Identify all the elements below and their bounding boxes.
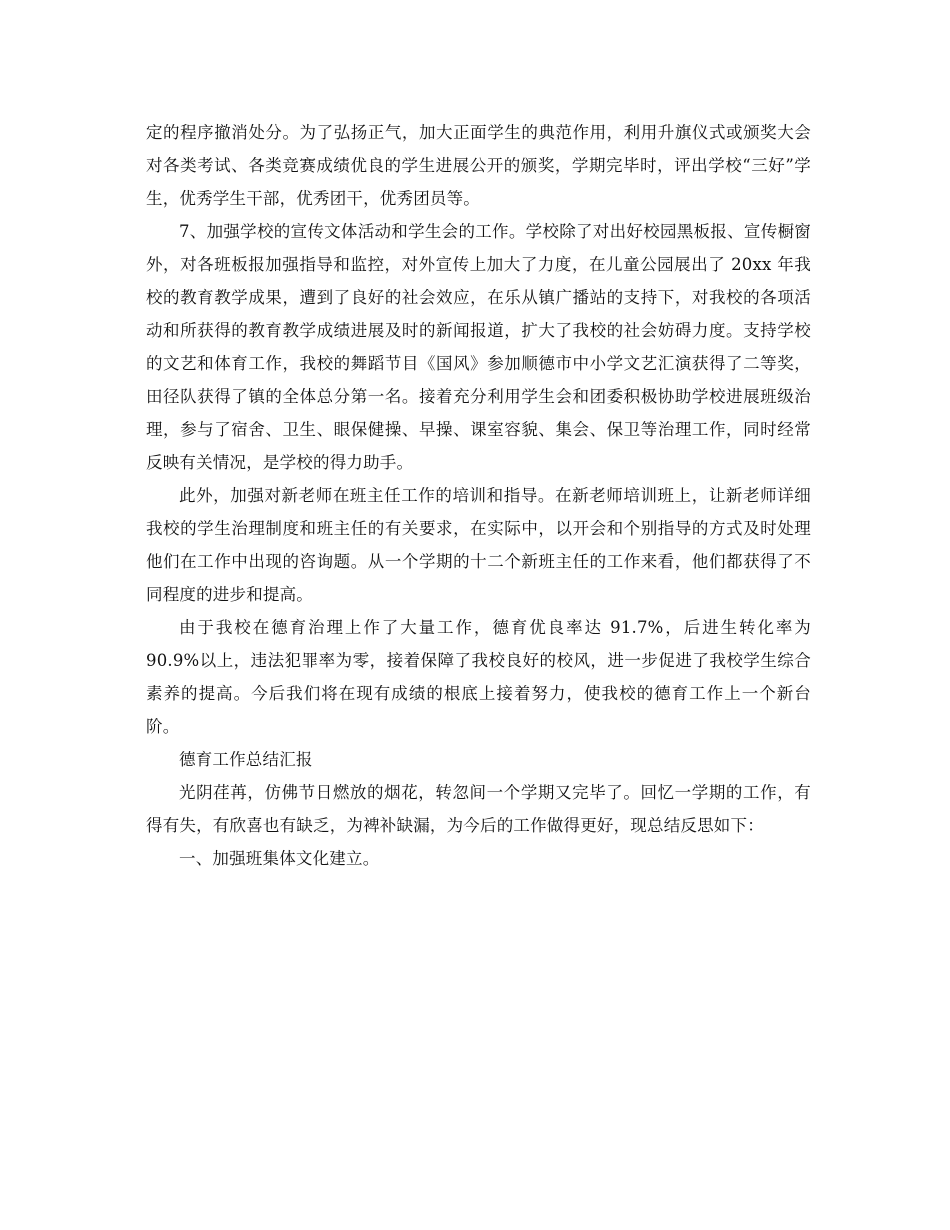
paragraph-award-procedure: 定的程序撤消处分。为了弘扬正气，加大正面学生的典范作用，利用升旗仪式或颁奖大会对各类考试、各类竞赛成绩优良的学生进展公开的颁奖，学期完毕时，评出学校“三好”学生，优秀学生干部，优秀团干，优秀团员等。 — [146, 123, 811, 208]
paragraph-publicity-and-student-union: 7、加强学校的宣传文体活动和学生会的工作。学校除了对出好校园黑板报、宣传橱窗外，对各班板报加强指导和监控，对外宣传上加大了力度，在儿童公园展出了 20xx 年我校的教育教学成果，遭到了良好的社会效应，在乐从镇广播站的支持下，对我校的各项活动和所获得的教育教学成绩进展及时的新闻报道，扩大了我校的社会妨碍力度。支持学校的文艺和体育工作，我校的舞蹈节目《国风》参加顺德市中小学文艺汇演获得了二等奖，田径队获得了镇的全体总分第一名。接着充分利用学生会和团委积极协助学校进展班级治理，参与了宿舍、卫生、眼保健操、早操、课室容貌、集会、保卫等治理工作，同时经常反映有关情况，是学校的得力助手。 — [146, 222, 811, 472]
document-body — [146, 116, 811, 875]
section-heading: 德育工作总结汇报 — [179, 750, 313, 769]
paragraph-moral-education-results: 由于我校在德育治理上作了大量工作，德育优良率达 91.7%，后进生转化率为 90.9%以上，违法犯罪率为零，接着保障了我校良好的校风，进一步促进了我校学生综合素养的提高。今后我们将在现有成绩的根底上接着努力，使我校的德育工作上一个新台阶。 — [146, 618, 811, 736]
list-item-class-culture: 一、加强班集体文化建立。 — [179, 849, 380, 868]
paragraph-new-teacher-training: 此外，加强对新老师在班主任工作的培训和指导。在新老师培训班上，让新老师详细我校的学生治理制度和班主任的有关要求，在实际中，以开会和个别指导的方式及时处理他们在工作中出现的咨询题。从一个学期的十二个新班主任的工作来看，他们都获得了不同程度的进步和提高。 — [146, 486, 811, 604]
paragraph-semester-review: 光阴荏苒，仿佛节日燃放的烟花，转忽间一个学期又完毕了。回忆一学期的工作，有得有失，有欣喜也有缺乏，为裨补缺漏，为今后的工作做得更好，现总结反思如下： — [146, 783, 811, 835]
